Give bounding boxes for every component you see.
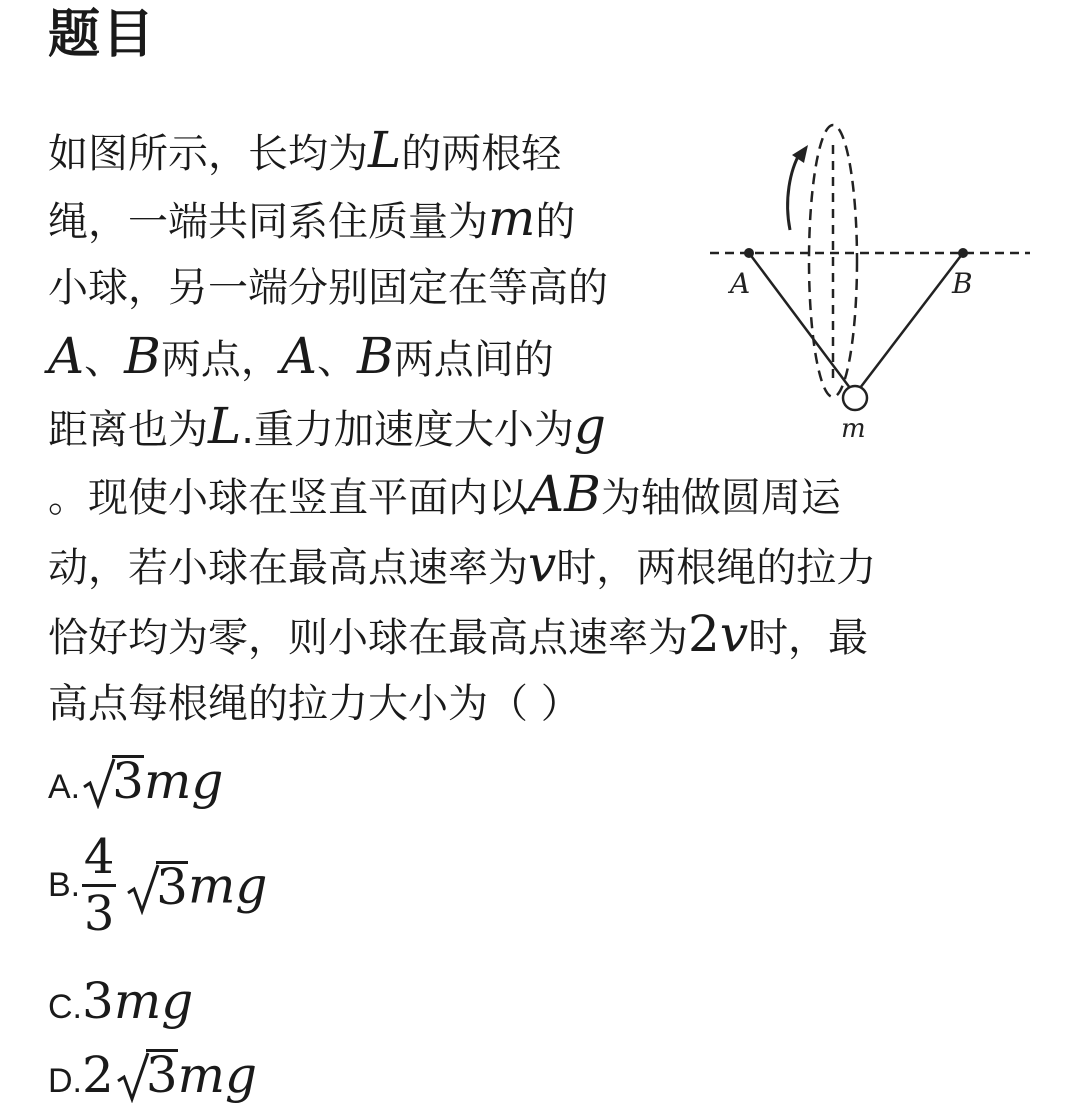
question-text: 时，最: [748, 615, 869, 661]
ball: [843, 386, 867, 410]
var-g: g: [573, 397, 606, 455]
question-line-2: [48, 188, 575, 252]
option-term: mg: [113, 972, 194, 1030]
page-title: 题目: [48, 5, 157, 65]
physics-figure: [700, 115, 1040, 455]
var-ab: AB: [528, 465, 601, 523]
question-line-3: [48, 258, 608, 318]
question-line-1: [48, 120, 561, 184]
var-b: B: [356, 327, 394, 385]
question-text: 小球，另一端分别固定在等高的: [48, 265, 608, 311]
var-l: L: [208, 397, 242, 455]
question-line-7: [48, 534, 876, 598]
question-text: 、: [84, 337, 125, 383]
sqrt-expression: [126, 858, 188, 916]
question-text: 绳，一端共同系住质量为: [48, 199, 488, 245]
question-text: 动，若小球在最高点速率为: [48, 545, 528, 591]
var-a: A: [280, 327, 317, 385]
point-a: [744, 248, 754, 258]
option-d[interactable]: [48, 1046, 257, 1104]
var-m: m: [488, 189, 536, 247]
number-2: 2: [688, 605, 720, 663]
question-text: 。现使小球在竖直平面内以: [48, 475, 528, 521]
option-c[interactable]: [48, 972, 193, 1030]
option-term: mg: [177, 1046, 258, 1104]
question-text: 高点每根绳的拉力大小为（ ）: [48, 681, 581, 727]
option-label: B.: [48, 866, 81, 904]
question-text: 的两根轻: [401, 131, 562, 177]
var-v: v: [719, 605, 749, 663]
radical-sign: [116, 1051, 150, 1103]
fraction-numerator: 4: [83, 829, 115, 885]
label-b: B: [952, 267, 973, 300]
label-m: m: [841, 414, 866, 444]
sqrt-expression: [116, 1046, 178, 1104]
option-label: C.: [48, 988, 82, 1026]
question-text: .重力加速度大小为: [241, 407, 574, 453]
rope-a: [749, 253, 850, 388]
var-a: A: [48, 327, 85, 385]
option-coefficient: 3: [82, 972, 114, 1030]
question-text: 距离也为: [48, 407, 208, 453]
sqrt-expression: [82, 752, 144, 810]
question-line-5: [48, 396, 606, 460]
question-text: 如图所示，长均为: [48, 131, 368, 177]
var-b: B: [124, 327, 161, 385]
rope-b: [860, 253, 963, 388]
var-l: L: [368, 121, 402, 179]
question-text: 、: [316, 337, 357, 383]
radical-sign: [126, 863, 160, 915]
rotation-arrow: [788, 153, 800, 230]
question-text: 两点，: [160, 337, 281, 383]
option-coefficient: 2: [82, 1046, 114, 1104]
option-b[interactable]: [48, 829, 268, 942]
arrow-head: [792, 145, 808, 163]
fraction: [82, 829, 116, 942]
point-b: [958, 248, 968, 258]
option-term: mg: [187, 856, 268, 915]
question-text: 时，两根绳的拉力: [556, 545, 877, 591]
radicand: 3: [145, 1046, 178, 1104]
option-a[interactable]: [48, 752, 223, 810]
var-v: v: [528, 535, 557, 593]
label-a: A: [730, 267, 751, 300]
question-line-9: [48, 674, 581, 734]
question-text: 的: [535, 199, 576, 245]
fraction-denominator: 3: [83, 886, 115, 942]
question-text: 两点间的: [393, 337, 554, 383]
option-label: A.: [48, 768, 81, 806]
radicand: 3: [156, 858, 188, 916]
question-text: 为轴做圆周运: [600, 475, 841, 521]
option-term: mg: [143, 752, 224, 810]
question-line-6: [48, 464, 841, 528]
radicand: 3: [112, 752, 144, 810]
option-label: D.: [48, 1062, 82, 1100]
question-line-8: [48, 604, 868, 668]
radical-sign: [82, 757, 116, 809]
question-line-4: [48, 326, 554, 390]
question-text: 恰好均为零，则小球在最高点速率为: [48, 615, 688, 661]
